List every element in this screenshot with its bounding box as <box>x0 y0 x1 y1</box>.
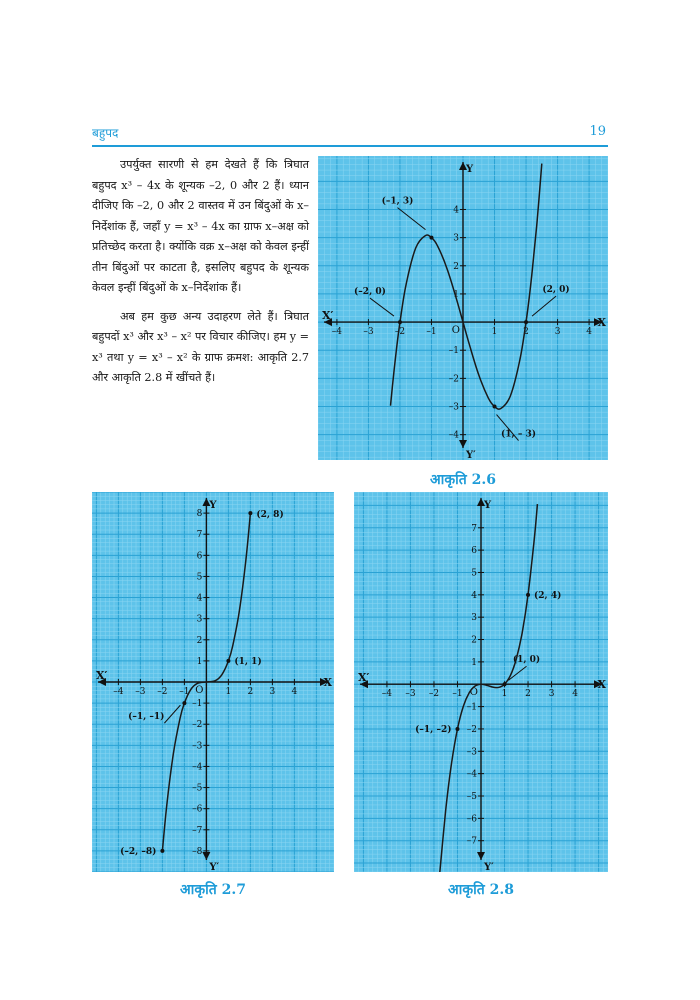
y-tick-label: 1 <box>196 656 203 667</box>
point-marker <box>248 511 252 515</box>
x-tick-label: –2 <box>428 689 440 700</box>
x-tick-label: 2 <box>523 327 529 338</box>
y-tick-label: 3 <box>471 613 477 624</box>
y-tick-label: 7 <box>196 530 203 541</box>
x-tick-label: –1 <box>452 689 463 700</box>
x-tick-label: –3 <box>135 687 146 697</box>
x-tick-label: 1 <box>225 687 232 697</box>
y-tick-label: 6 <box>196 551 203 562</box>
point-label: (–1, –2) <box>415 724 452 735</box>
caption-fig-2-6: आकृति 2.6 <box>430 472 496 488</box>
point-marker <box>493 405 497 409</box>
page-header <box>92 124 608 144</box>
x-tick-label: 4 <box>291 687 298 697</box>
y-tick-label: 2 <box>471 635 477 646</box>
point-label: (1, – 3) <box>501 429 536 440</box>
y-tick-label: –7 <box>466 836 477 847</box>
point-marker <box>526 593 530 597</box>
y-axis-label: Y <box>484 500 492 511</box>
point-label: (–2, –8) <box>120 846 157 857</box>
graph-fig-2-8 <box>354 492 608 872</box>
y-tick-label: 8 <box>196 509 203 520</box>
y-axis-label: Y <box>209 500 217 511</box>
x-tick-label: –2 <box>157 687 168 697</box>
y-tick-label: 3 <box>453 233 459 244</box>
running-head: बहुपद <box>92 126 119 140</box>
x-tick-label: 3 <box>269 687 276 697</box>
x-tick-label: 3 <box>554 327 561 338</box>
caption-fig-2-7: आकृति 2.7 <box>180 882 246 898</box>
point-marker <box>226 659 230 663</box>
y-tick-label: –8 <box>192 846 203 857</box>
y-tick-label: –4 <box>466 769 477 780</box>
y-tick-label: 6 <box>471 546 477 557</box>
graph-fig-2-6 <box>318 156 608 460</box>
x-tick-label: 1 <box>491 327 498 338</box>
point-label: (1, 0) <box>512 655 541 666</box>
point-label: (–1, 3) <box>381 196 414 207</box>
page-number: 19 <box>589 124 606 139</box>
y-axis-neg-label: Y′ <box>484 862 494 872</box>
point-marker <box>398 320 402 324</box>
point-label: (1, 1) <box>234 656 262 667</box>
origin-label: O <box>469 687 478 699</box>
x-axis-label: X <box>597 316 606 330</box>
point-marker <box>524 320 528 324</box>
point-label: (2, 8) <box>256 510 284 521</box>
y-tick-label: 3 <box>196 614 203 625</box>
body-text <box>92 155 309 397</box>
x-tick-label: 4 <box>586 327 592 338</box>
y-tick-label: –3 <box>448 402 459 413</box>
x-tick-label: –1 <box>426 327 437 338</box>
y-tick-label: 5 <box>471 568 477 579</box>
y-tick-label: 1 <box>453 289 459 300</box>
x-tick-label: –3 <box>405 689 416 700</box>
y-tick-label: –4 <box>192 762 203 773</box>
y-tick-label: –6 <box>192 804 203 815</box>
x-tick-label: 4 <box>572 689 578 700</box>
y-tick-label: 4 <box>471 590 477 601</box>
y-tick-label: –1 <box>448 346 459 357</box>
graph-fig-2-7 <box>92 492 334 872</box>
y-tick-label: 4 <box>453 205 459 216</box>
x-tick-label: 2 <box>247 687 254 697</box>
y-axis-label: Y <box>466 164 474 175</box>
y-tick-label: 2 <box>453 261 459 272</box>
x-axis-label: X <box>323 676 332 689</box>
x-tick-label: –3 <box>363 327 374 338</box>
point-label: (2, 0) <box>542 285 570 296</box>
y-tick-label: 7 <box>471 523 477 534</box>
paragraph-2: अब हम कुछ अन्य उदाहरण लेते हैं। त्रिघात बहुपदों x³ और x³ – x² पर विचार कीजिए। हम y = x³ तथा y = x³ – x² के ग्राफ क्रमश: आकृति 2.7 और आकृति 2.8 में खींचते हैं। <box>92 309 309 384</box>
x-tick-label: –4 <box>331 327 343 338</box>
y-tick-label: –3 <box>466 747 477 758</box>
x-axis-neg-label: X′ <box>358 671 370 685</box>
y-axis-neg-label: Y′ <box>466 450 476 460</box>
x-tick-label: –4 <box>381 689 393 700</box>
x-axis-neg-label: X′ <box>322 309 334 323</box>
y-axis-neg-label: Y′ <box>209 862 220 872</box>
y-tick-label: 4 <box>196 593 203 604</box>
x-tick-label: 2 <box>525 689 531 700</box>
header-rule <box>92 145 608 147</box>
x-tick-label: –1 <box>179 687 190 697</box>
y-tick-label: –1 <box>192 699 203 710</box>
y-tick-label: 1 <box>471 657 477 668</box>
point-marker <box>160 849 164 853</box>
x-tick-label: 1 <box>501 689 508 700</box>
origin-label: O <box>451 325 460 337</box>
y-tick-label: –5 <box>192 783 203 794</box>
x-axis-neg-label: X′ <box>96 669 108 682</box>
y-tick-label: –1 <box>466 702 477 713</box>
point-label: (2, 4) <box>534 590 562 601</box>
paragraph-1: उपर्युक्त सारणी से हम देखते हैं कि त्रिघात बहुपद x³ – 4x के शून्यक –2, 0 और 2 हैं। ध्यान दीजिए कि –2, 0 और 2 वास्तव में उन बिंदुओं के x–निर्देशांक हैं, जहाँ y = x³ – 4x का ग्राफ x–अक्ष को प्रतिच्छेद करता है। क्योंकि वक्र x–अक्ष को केवल इन्हीं तीन बिंदुओं पर काटता है, इसलिए बहुपद के शून्यक केवल इन्हीं बिंदुओं के x–निर्देशांक हैं। <box>92 158 309 294</box>
point-marker <box>503 682 507 686</box>
x-tick-label: 3 <box>548 689 555 700</box>
y-tick-label: –2 <box>448 374 459 385</box>
y-tick-label: –7 <box>192 825 203 836</box>
x-axis-label: X <box>597 678 606 692</box>
y-tick-label: –5 <box>466 792 477 802</box>
point-label: (–1, –1) <box>128 712 165 723</box>
y-tick-label: –3 <box>192 741 203 752</box>
x-tick-label: –4 <box>113 687 124 697</box>
point-marker <box>429 236 433 240</box>
y-tick-label: 5 <box>196 572 203 583</box>
y-tick-label: –2 <box>466 724 477 735</box>
y-tick-label: –2 <box>192 720 203 731</box>
y-tick-label: 2 <box>196 635 203 646</box>
caption-fig-2-8: आकृति 2.8 <box>448 882 514 898</box>
point-label: (–2, 0) <box>354 287 386 298</box>
y-tick-label: –4 <box>448 430 459 441</box>
origin-label: O <box>195 685 204 696</box>
point-marker <box>182 701 186 705</box>
point-marker <box>455 727 459 731</box>
x-tick-label: –2 <box>394 327 406 338</box>
y-tick-label: –6 <box>466 814 477 825</box>
